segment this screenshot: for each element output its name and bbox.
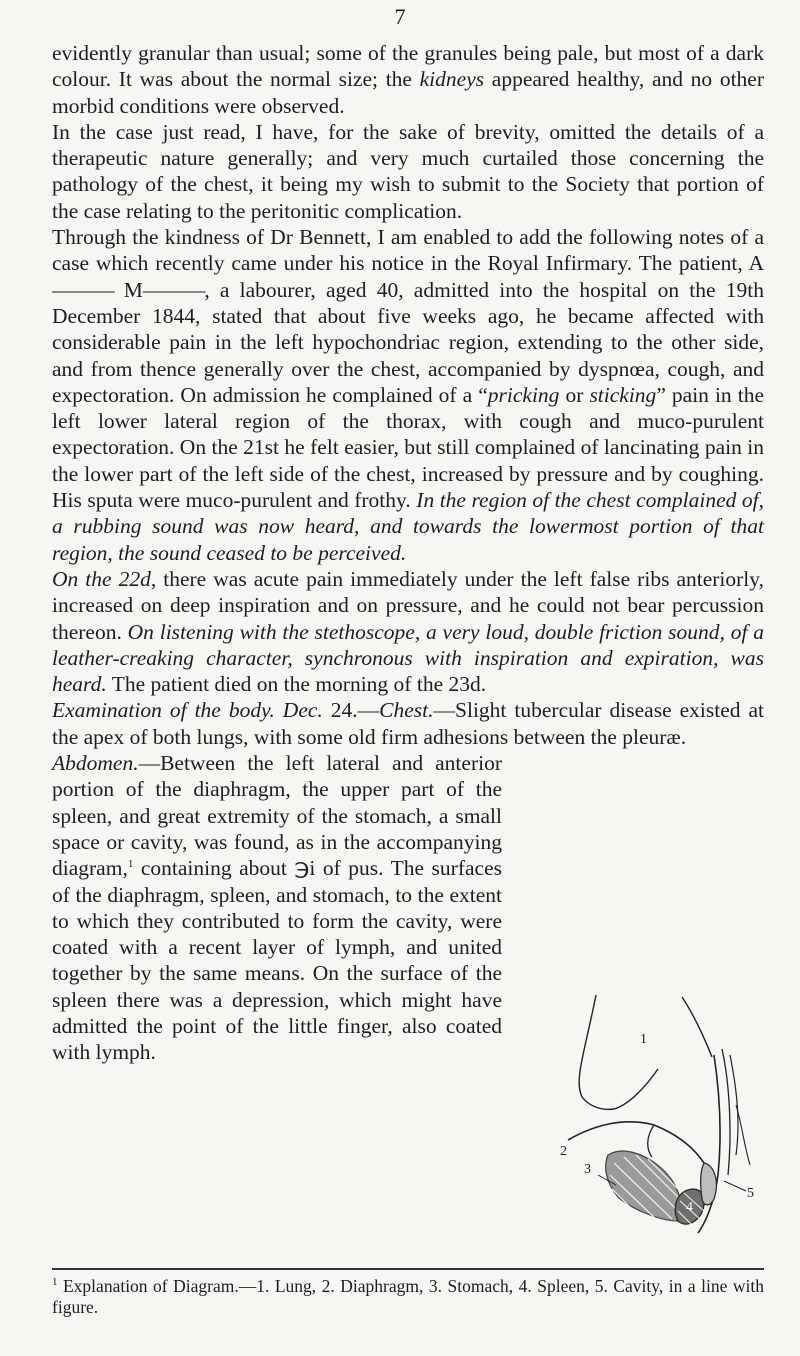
p3-dash-2: ———: [142, 277, 205, 302]
p6-text-a: —Between the left lateral and anterior portion of the diaphragm, the upper part of the spleen, and great extremity of the stomach, a small space or cavity, was found, as in the accompanying diagram,: [52, 751, 502, 881]
pointer-5: [724, 1181, 746, 1191]
paragraph-5: [52, 697, 764, 750]
p4-text-b: , there was acute pain immediately under the left false ribs anteriorly, increased on deep inspiration and on pressure, and he could not bear percussion thereon.: [52, 566, 765, 644]
p5-text-b: —Slight tubercular disease existed at the apex of both lungs, with some old firm adhesions between the pleuræ.: [52, 698, 765, 749]
body-text: [52, 40, 764, 1066]
paragraph-2: [52, 119, 764, 224]
diaphragm-inner: [648, 1125, 654, 1157]
p3-pricking: pricking: [487, 382, 560, 407]
paragraph-1: [52, 40, 764, 119]
p1-kidneys: kidneys: [419, 67, 485, 92]
p6-lead: Abdomen.: [52, 751, 139, 776]
p3-italic: In the region of the chest complained of, a rubbing sound was now heard, and towards the lowermost portion of that region, the sound ceased to be perceived.: [52, 488, 764, 565]
p1-text-b: appeared healthy, and no other morbid conditions were observed.: [52, 67, 765, 118]
p3-text-a: Through the kindness of Dr Bennett, I am enabled to add the following notes of a case which recently came under his notice in the Royal Infirmary. The patient, A: [52, 225, 764, 276]
p4-lead: On the: [52, 566, 112, 591]
body-wall-3: [730, 1055, 738, 1155]
lung-right-edge: [682, 997, 712, 1057]
paragraph-6: [52, 750, 502, 1066]
p4-italic: On listening with the stethoscope, a very loud, double friction sound, of a leather-creaking character, synchronous with inspiration and expiration, was heard.: [52, 619, 765, 697]
p4-date-suffix: d: [140, 566, 151, 591]
anatomical-diagram: [554, 985, 759, 1235]
p3-text-b: M: [113, 277, 143, 302]
p2-text: In the case just read, I have, for the sake of brevity, omitted the details of a therapeutic nature generally; and very much curtailed those concerning the pathology of the chest, it being my wish to submit to the Society that portion of the case relating to the peritonitic complication.: [52, 119, 764, 223]
paragraph-4: [52, 566, 764, 697]
p3-text-e: ” pain in the left lower lateral region of the thorax, with cough and muco-purulent expectoration. On the 21st he felt easier, but still complained of lancinating pain in the lower part of the left side of the chest, increased by pressure and by coughing. His sputa were muco-purulent and frothy.: [52, 382, 764, 513]
footnote: [52, 1276, 764, 1318]
body-wall-2: [722, 1049, 730, 1175]
page-number: 7: [394, 4, 406, 29]
figure-label-5: 5: [747, 1186, 754, 1201]
p4-date: 22: [111, 566, 141, 591]
figure-label-2: 2: [560, 1144, 567, 1159]
cavity-shape: [701, 1163, 717, 1205]
figure-label-1: 1: [640, 1032, 647, 1047]
p3-dash-1: ———: [52, 277, 114, 302]
p6-text-b: containing about ℈i of pus. The surfaces of the diaphragm, spleen, and stomach, to the extent to which they contributed to form the cavity, were coated with a recent layer of lymph, and united together by the same means. On the surface of the spleen there was a depression, which might have admitted the point of the little finger, also coated with lymph.: [52, 856, 502, 1065]
footnote-ref: 1: [127, 858, 134, 871]
figure-label-4: 4: [686, 1200, 693, 1215]
paragraph-3: [52, 224, 764, 566]
footnote-mark: 1: [52, 1276, 58, 1289]
p3-text-d: or: [559, 382, 590, 407]
footnote-rule: [52, 1268, 764, 1270]
lung-outline: [579, 995, 658, 1109]
p4-text-c: The patient died on the morning of the 23d.: [106, 672, 487, 697]
p3-text-c: , a labourer, aged 40, admitted into the hospital on the 19th December 1844, stated that about five weeks ago, he became affected with considerable pain in the left hypochondriac region, extending to the other side, and from thence generally over the chest, accompanied by dyspnœa, cough, and expectoration. On admission he complained of a “: [52, 277, 764, 407]
footnote-text: Explanation of Diagram.—1. Lung, 2. Diaphragm, 3. Stomach, 4. Spleen, 5. Cavity, in a line with figure.: [52, 1276, 764, 1317]
p3-sticking: sticking: [589, 382, 657, 407]
p5-chest: Chest.: [379, 698, 434, 723]
p5-text-a: 24.—: [322, 698, 380, 723]
p1-text-a: evidently granular than usual; some of the granules being pale, but most of a dark colour. It was about the normal size; the: [52, 41, 764, 92]
figure-label-3: 3: [584, 1162, 591, 1177]
p5-lead: Examination of the body. Dec.: [52, 698, 323, 723]
